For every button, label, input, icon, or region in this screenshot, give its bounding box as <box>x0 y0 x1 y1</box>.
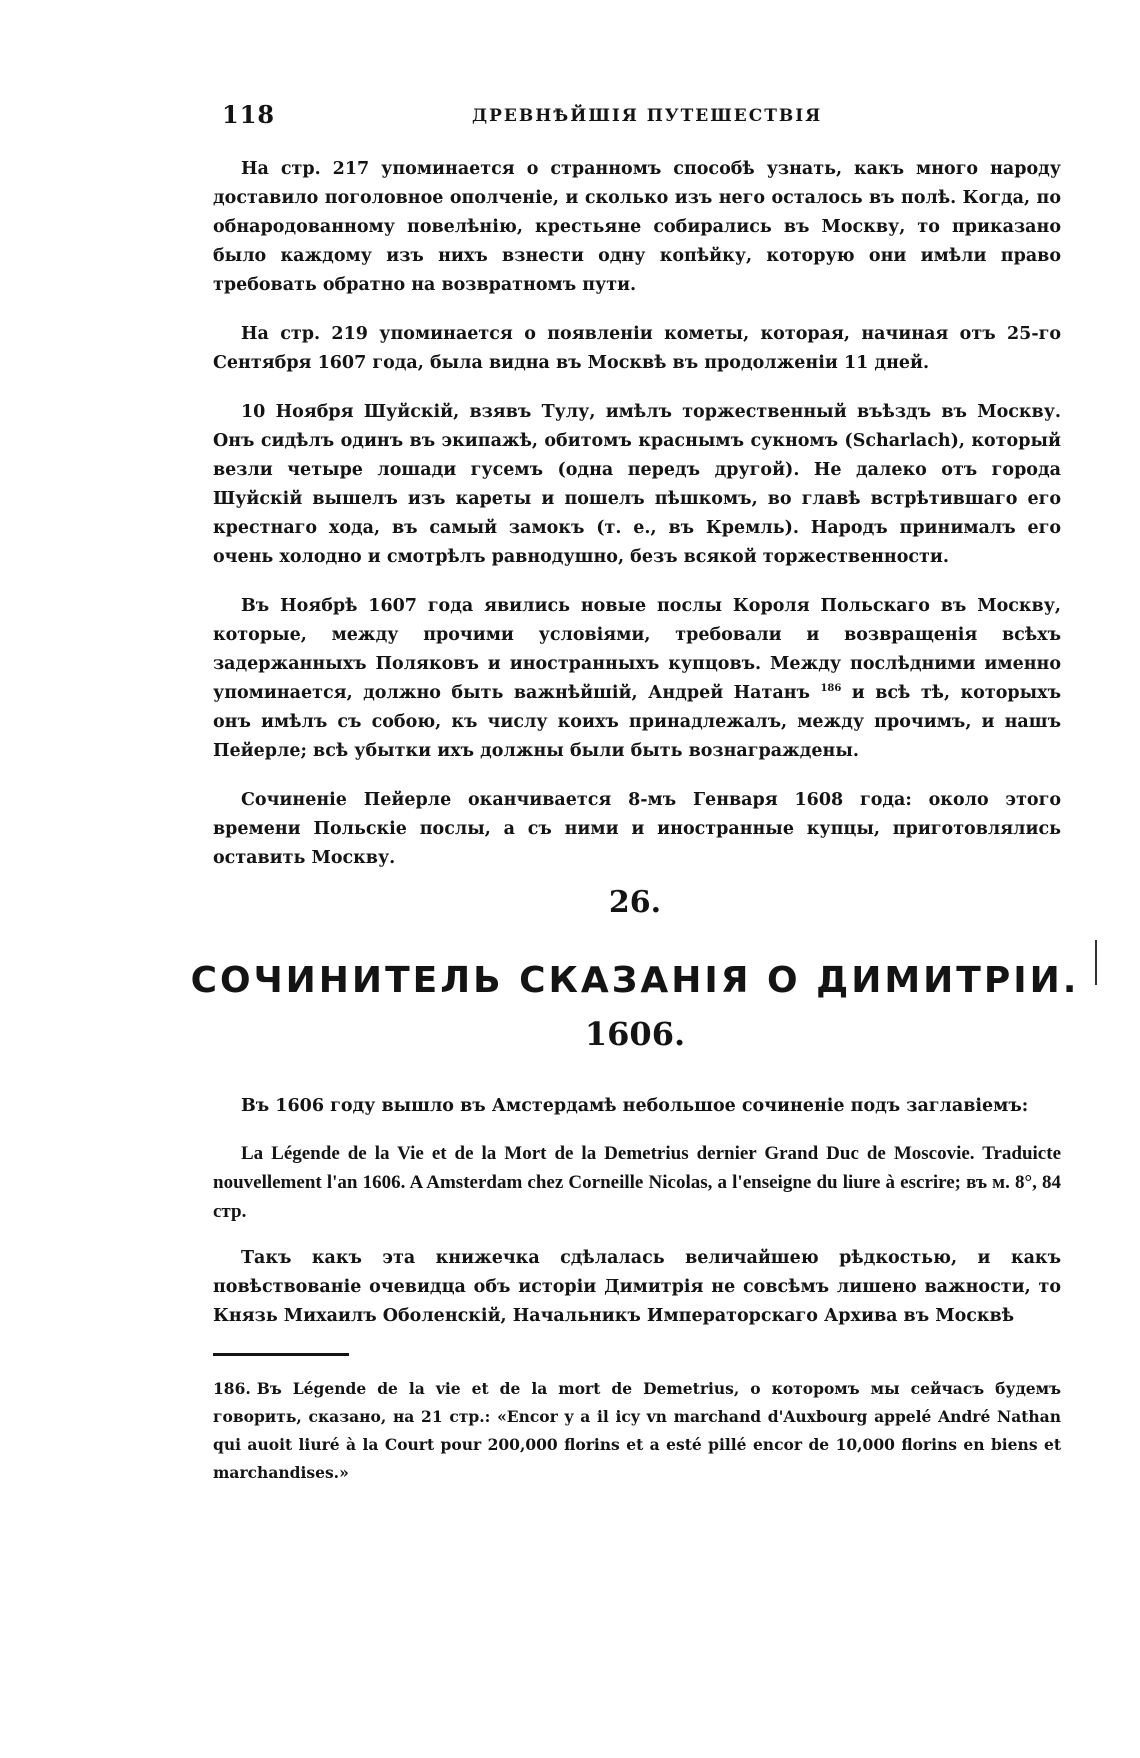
section-paragraph-title-quote: La Légende de la Vie et de la Mort de la Demetrius dernier Grand Duc de Moscovie. Traduicte nouvellement l'an 1606. A Amsterdam chez Corneille Nicolas, a l'enseigne du liure à escrire; въ м. 8°, 84 стр. <box>213 1143 1061 1222</box>
footnote-reference: 186 <box>820 683 842 695</box>
paragraph-4-part-2: и всѣ тѣ, которыхъ онъ имѣлъ съ собою, къ числу коихъ принадлежалъ, между прочимъ, и нашъ Пейерле; всѣ убытки ихъ должны были быть вознаграждены. <box>213 683 1062 761</box>
paragraph-4 <box>213 592 1061 766</box>
section-title: СОЧИНИТЕЛЬ СКАЗАНІЯ О ДИМИТРІИ. <box>190 960 1080 1001</box>
paragraph-4-part-1: Въ Ноябрѣ 1607 года явились новые послы Короля Польскаго въ Москву, которые, между прочими условіями, требовали и возвращенія всѣхъ задержанныхъ Поляковъ и иностранныхъ купцовъ. Между послѣдними именно упоминается, должно быть важнѣйшій, Андрей Натанъ <box>213 596 1061 703</box>
paragraph-5: Сочиненіе Пейерле оканчивается 8-мъ Генваря 1608 года: около этого времени Польскіе послы, а съ ними и иностранные купцы, приготовлялись оставить Москву. <box>213 790 1061 868</box>
paragraph-3: 10 Ноября Шуйскій, взявъ Тулу, имѣлъ торжественный въѣздъ въ Москву. Онъ сидѣлъ одинъ въ экипажѣ, обитомъ краснымъ сукномъ (Scharlach), который везли четыре лошади гусемъ (одна передъ другой). Не далеко отъ города Шуйскій вышелъ изъ кареты и пошелъ пѣшкомъ, во главѣ встрѣтившаго его крестнаго хода, въ самый замокъ (т. е., въ Кремль). Народъ принималъ его очень холодно и смотрѣлъ равнодушно, безъ всякой торжественности. <box>213 402 1061 567</box>
footnote-text: Въ Légende de la vie et de la mort de Demetrius, о которомъ мы сейчасъ будемъ говорить, сказано, на 21 стр.: «Encor y a il icy vn marchand d'Auxbourg appelé André Nathan qui auoit liuré à la Court pour 200,000 florins et a esté pillé encor de 10,000 florins en biens et marchandises.» <box>213 1379 1061 1482</box>
footnote-number: 186. <box>213 1379 251 1398</box>
section-year: 1606. <box>584 1015 686 1053</box>
page-number: 118 <box>222 100 276 129</box>
section-text <box>213 1092 1061 1349</box>
margin-mark <box>1095 940 1097 985</box>
section-paragraph-2: Такъ какъ эта книжечка сдѣлалась величайшею рѣдкостью, и какъ повѣствованіе очевидца объ исторіи Димитрія не совсѣмъ лишено важности, то Князь Михаилъ Оболенскій, Начальникъ Императорскаго Архива въ Москвѣ <box>213 1248 1061 1326</box>
main-text <box>213 155 1061 893</box>
paragraph-1: На стр. 217 упоминается о странномъ способѣ узнать, какъ много народу доставило поголовное ополченіе, и сколько изъ него осталось въ полѣ. Когда, по обнародованному повелѣнію, крестьяне собирались въ Москву, то приказано было каждому изъ нихъ взнести одну копѣйку, которую они имѣли право требовать обратно на возвратномъ пути. <box>213 159 1061 295</box>
paragraph-2: На стр. 219 упоминается о появленіи кометы, которая, начиная отъ 25-го Сентября 1607 года, была видна въ Москвѣ въ продолженіи 11 дней. <box>213 324 1061 373</box>
footnote-divider <box>213 1353 349 1356</box>
section-paragraph-1: Въ 1606 году вышло въ Амстердамѣ небольшое сочиненіе подъ заглавіемъ: <box>241 1096 1029 1116</box>
page-header <box>222 100 1060 140</box>
section-number: 26. <box>608 885 662 920</box>
footnote <box>213 1375 1061 1487</box>
running-title: ДРЕВНѢЙШІЯ ПУТЕШЕСТВІЯ <box>472 106 823 126</box>
